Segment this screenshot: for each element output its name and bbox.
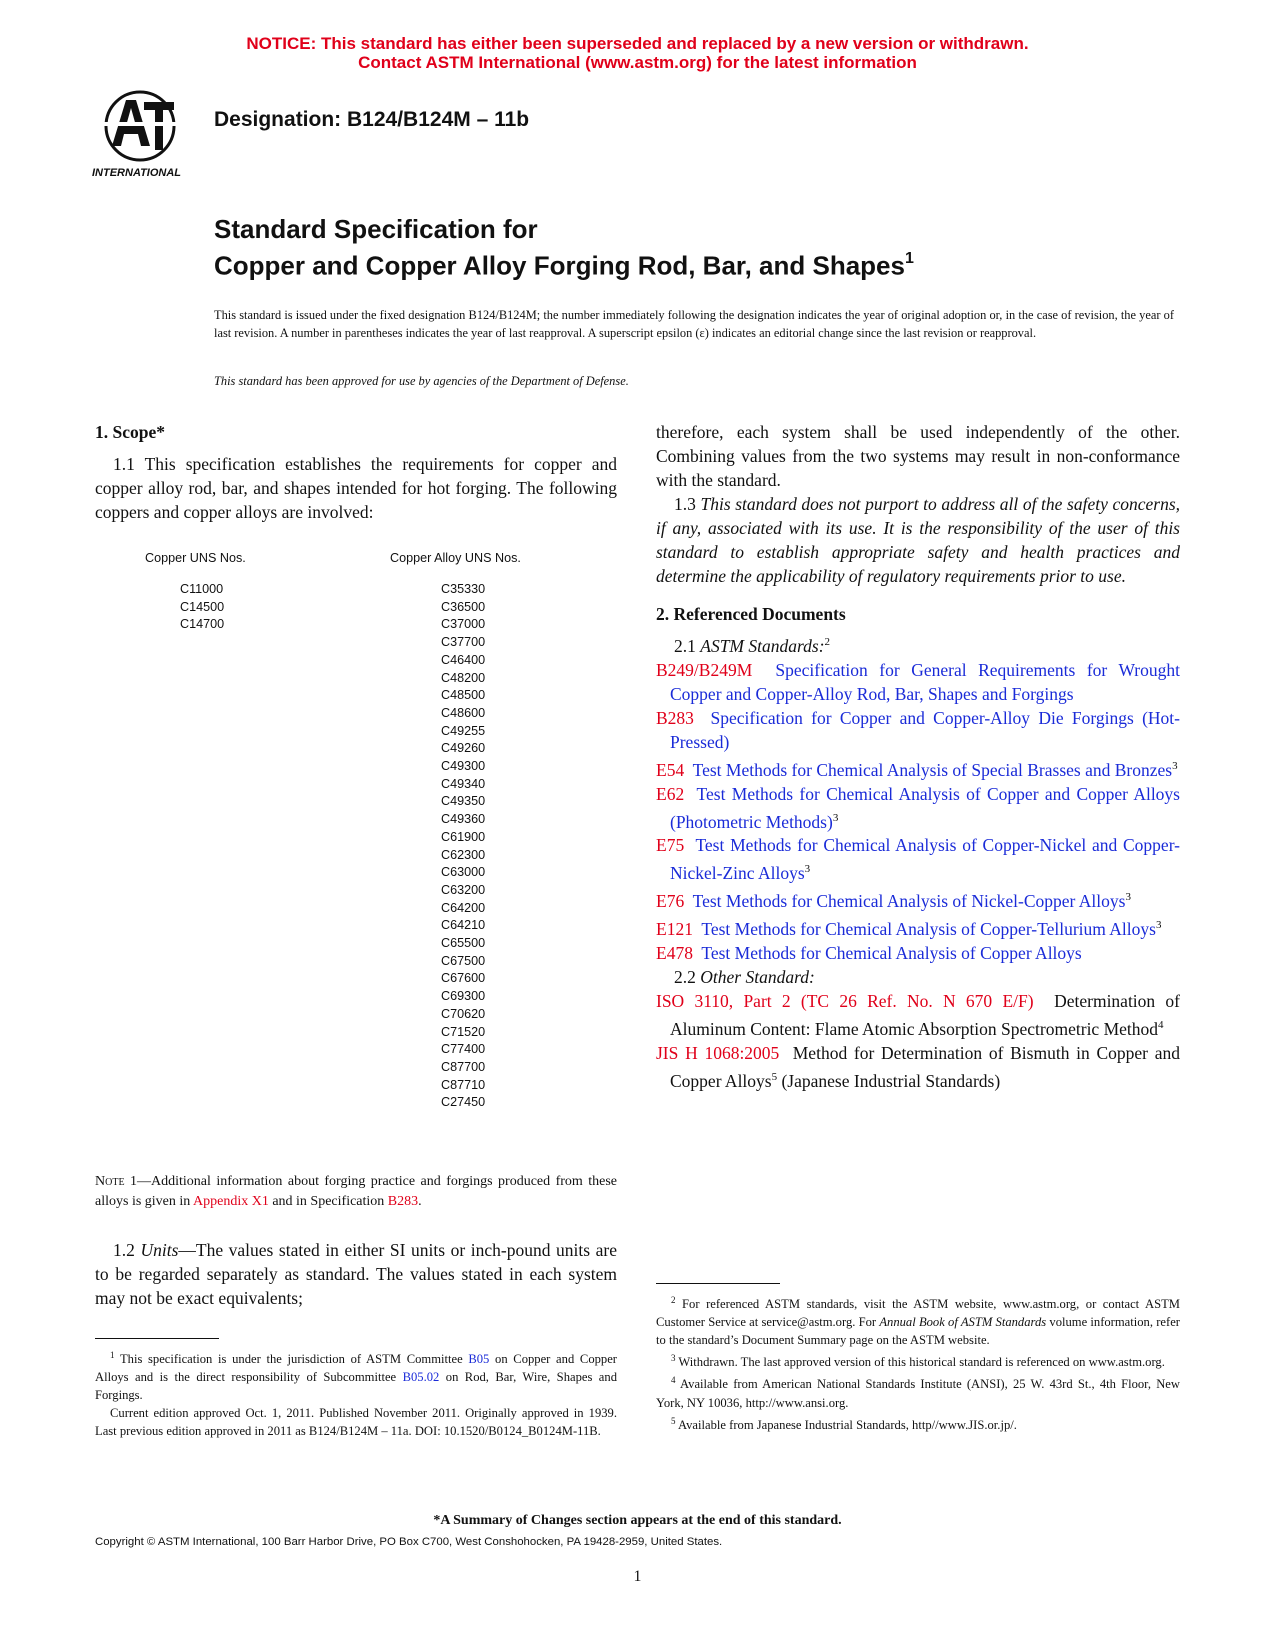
copper-uns-item: C14700 xyxy=(180,617,225,632)
reference-code-link[interactable]: E76 xyxy=(656,891,685,912)
note-text: and in Specification xyxy=(268,1194,388,1209)
footnote-1-text: on Rod, Bar, Wire, Shapes and Forgings. xyxy=(95,1370,617,1403)
b05-link[interactable]: B05 xyxy=(468,1352,490,1367)
alloy-uns-item: C61900 xyxy=(441,829,486,844)
notice-banner xyxy=(0,34,1275,72)
reference-item xyxy=(656,941,1180,965)
reference-code-link[interactable]: B249/B249M xyxy=(656,659,753,680)
alloy-uns-item: C49260 xyxy=(441,741,486,756)
reference-title[interactable]: Specification for Copper and Copper-Alloy Die Forgings (Hot-Pressed) xyxy=(670,707,1180,752)
alloy-uns-item: C64210 xyxy=(441,918,486,933)
page-number: 1 xyxy=(633,1568,642,1585)
fn-mark: 3 xyxy=(804,863,811,876)
b283-link[interactable]: B283 xyxy=(387,1194,419,1209)
alloy-uns-item: C36500 xyxy=(441,599,486,614)
reference-code-link[interactable]: E121 xyxy=(656,918,693,939)
refdocs-heading: 2. Referenced Documents xyxy=(656,604,846,624)
fn-mark: 4 xyxy=(1158,1018,1164,1031)
footnote-2-italic: Annual Book of ASTM Standards xyxy=(879,1315,1047,1330)
reference-title[interactable]: Test Methods for Chemical Analysis of Copper-Tellurium Alloys xyxy=(701,918,1156,939)
reference-title[interactable]: Test Methods for Chemical Analysis of Copper and Copper Alloys (Photometric Methods) xyxy=(670,783,1180,832)
uns-table xyxy=(95,551,617,1121)
para-num: 1.2 xyxy=(113,1240,141,1260)
notice-line-1: NOTICE: This standard has either been superseded and replaced by a new version or withdrawn. xyxy=(246,34,1029,53)
fn-mark: 5 xyxy=(771,1070,778,1083)
alloy-uns-list xyxy=(441,581,485,1112)
title-line-2 xyxy=(214,245,914,282)
reference-code-link[interactable]: B283 xyxy=(656,707,694,728)
footnote-1-text: on Copper and Copper Alloys and is the direct responsibility of Subcommittee xyxy=(95,1352,617,1385)
footnote-5-text: Available from Japanese Industrial Standards, http//www.JIS.or.jp/. xyxy=(677,1417,1017,1432)
alloy-uns-item: C63200 xyxy=(441,882,486,897)
alloy-uns-header: Copper Alloy UNS Nos. xyxy=(390,551,521,565)
fn-mark: 2 xyxy=(824,636,831,648)
reference-item xyxy=(656,913,1180,941)
alloy-uns-item: C49255 xyxy=(441,723,486,738)
fn-mark: 3 xyxy=(1155,919,1162,932)
footnote-4-text: Available from American National Standards Institute (ANSI), 25 W. 43rd St., 4th Floor, New York, NY 10036, http://www.ansi.org. xyxy=(656,1377,1180,1410)
other-standard-label: Other Standard: xyxy=(700,966,815,987)
left-column xyxy=(95,420,617,524)
reference-title[interactable]: Test Methods for Chemical Analysis of Nickel-Copper Alloys xyxy=(692,891,1126,912)
b05-02-link[interactable]: B05.02 xyxy=(402,1370,440,1385)
units-text: —The values stated in either SI units or inch-pound units are to be regarded separately as standard. The values stated in each system may not be exact equivalents; xyxy=(95,1240,618,1308)
alloy-uns-item: C37000 xyxy=(441,617,486,632)
alloy-uns-item: C69300 xyxy=(441,989,486,1004)
scope-paragraph-1-2 xyxy=(95,1238,617,1310)
reference-title[interactable]: Test Methods for Chemical Analysis of Copper Alloys xyxy=(701,942,1082,963)
reference-item xyxy=(656,833,1180,885)
title-line-1: Standard Specification for xyxy=(214,214,538,244)
note-label: Note 1 xyxy=(95,1174,137,1189)
units-continuation: therefore, each system shall be used independently of the other. Combining values from the two systems may result in non-conformance with the standard. xyxy=(656,422,1180,490)
astm-standards-label: ASTM Standards: xyxy=(700,635,825,656)
units-label: Units xyxy=(140,1240,179,1260)
copyright: Copyright © ASTM International, 100 Barr Harbor Drive, PO Box C700, West Conshohocken, PA 19428-2959, United States. xyxy=(95,1536,723,1548)
alloy-uns-item: C64200 xyxy=(441,900,486,915)
footnote-rule-left xyxy=(95,1338,219,1339)
reference-code-link[interactable]: ISO 3110, Part 2 (TC 26 Ref. No. N 670 E/F) xyxy=(656,990,1034,1011)
copper-uns-item: C11000 xyxy=(180,582,224,596)
alloy-uns-item: C67500 xyxy=(441,953,486,968)
note-text: —Additional information about forging practice and forgings produced from these alloys is given in xyxy=(95,1174,617,1209)
alloy-uns-item: C71520 xyxy=(441,1024,486,1039)
para-num: 2.1 xyxy=(674,635,701,656)
alloy-uns-item: C27450 xyxy=(441,1095,486,1110)
alloy-uns-item: C37700 xyxy=(441,635,486,650)
astm-logo-graphic xyxy=(92,88,196,180)
appendix-link[interactable]: Appendix X1 xyxy=(193,1194,269,1209)
other-reference-list xyxy=(656,989,1180,1093)
alloy-uns-item: C46400 xyxy=(441,652,486,667)
copper-uns-list xyxy=(180,581,224,634)
footnote-3-text: Withdrawn. The last approved version of this historical standard is referenced on www.astm.org. xyxy=(678,1355,1165,1370)
reference-item xyxy=(656,989,1180,1041)
footnote-2-text: For referenced ASTM standards, visit the ASTM website, www.astm.org, or contact ASTM Customer Service at service@astm.org. For xyxy=(656,1297,1180,1330)
title-footnote-mark: 1 xyxy=(904,250,914,267)
designation: Designation: B124/B124M – 11b xyxy=(214,108,530,131)
reference-code-link[interactable]: JIS H 1068:2005 xyxy=(656,1042,780,1063)
notice-line-2: Contact ASTM International (www.astm.org) for the latest information xyxy=(358,53,917,72)
alloy-uns-item: C65500 xyxy=(441,936,486,951)
alloy-uns-item: C35330 xyxy=(441,582,486,596)
reference-title[interactable]: Test Methods for Chemical Analysis of Special Brasses and Bronzes xyxy=(692,759,1173,780)
para-num: 2.2 xyxy=(674,966,701,987)
dod-approval: This standard has been approved for use by agencies of the Department of Defense. xyxy=(214,374,629,388)
alloy-uns-item: C62300 xyxy=(441,847,486,862)
alloy-uns-item: C63000 xyxy=(441,865,486,880)
reference-code-link[interactable]: E62 xyxy=(656,783,685,804)
logo-text: INTERNATIONAL xyxy=(92,167,182,179)
fn-mark: 1 xyxy=(110,1350,115,1360)
reference-item xyxy=(656,706,1180,754)
reference-item xyxy=(656,885,1180,913)
astm-reference-list xyxy=(656,658,1180,965)
issuance-statement: This standard is issued under the fixed designation B124/B124M; the number immediately following the designation indicates the year of original adoption or, in the case of revision, the year of last revision. A number in parentheses indicates the year of last reapproval. A superscript epsilon (ε) indicates an editorial change since the last revision or reapproval. xyxy=(214,308,1174,340)
reference-title: Determination of Aluminum Content: Flame Atomic Absorption Spectrometric Method xyxy=(670,990,1181,1039)
scope-paragraph-1-1: 1.1 This specification establishes the requirements for copper and copper alloy rod, bar, and shapes intended for hot forging. The following coppers and copper alloys are involved: xyxy=(95,454,617,522)
fn-mark: 3 xyxy=(1172,759,1178,772)
reference-item xyxy=(656,658,1180,706)
footnote-rule-right xyxy=(656,1283,780,1284)
alloy-uns-item: C70620 xyxy=(441,1006,486,1021)
fn-mark: 3 xyxy=(1125,891,1131,904)
alloy-uns-item: C87710 xyxy=(441,1077,486,1092)
alloy-uns-item: C77400 xyxy=(441,1042,486,1057)
note-1 xyxy=(95,1172,617,1212)
right-column xyxy=(656,420,1180,1093)
reference-title[interactable]: Test Methods for Chemical Analysis of Copper-Nickel and Copper-Nickel-Zinc Alloys xyxy=(670,835,1181,884)
reference-suffix: (Japanese Industrial Standards) xyxy=(777,1070,1001,1091)
footnote-2-text: volume information, refer to the standard’s Document Summary page on the ASTM website. xyxy=(656,1315,1180,1348)
copper-uns-item: C14500 xyxy=(180,599,225,614)
alloy-uns-item: C49340 xyxy=(441,776,486,791)
alloy-uns-item: C87700 xyxy=(441,1059,486,1074)
alloy-uns-item: C48600 xyxy=(441,705,486,720)
footnotes-right: $^2$ For referenced ASTM standards, visit the ASTM website, www.astm.org, or contact ASTM Customer Service at service@astm.org. For Annual Book of ASTM Standards volume information, refer to the standard’s Document Summary page on the ASTM website. $^3$ Withdrawn. The last approved version of this historical standard is referenced on www.astm.org. $^4$ Available from American National Standards Institute (ANSI), 25 W. 43rd St., 4th Floor, New York, NY 10036, http://www.ansi.org. $^5$ Available from Japanese Industrial Standards, http//www.JIS.or.jp/. xyxy=(656,1295,1180,1432)
safety-text: This standard does not purport to address all of the safety concerns, if any, associated with its use. It is the responsibility of the user of this standard to establish appropriate safety and health practices and determine the applicability of regulatory requirements prior to use. xyxy=(656,494,1181,586)
alloy-uns-item: C49360 xyxy=(441,812,486,827)
reference-item xyxy=(656,782,1180,834)
summary-note: *A Summary of Changes section appears at the end of this standard. xyxy=(433,1513,842,1528)
alloy-uns-item: C49300 xyxy=(441,759,486,774)
alloy-uns-item: C48200 xyxy=(441,670,486,685)
scope-heading: 1. Scope* xyxy=(95,422,165,442)
alloy-uns-item: C67600 xyxy=(441,971,486,986)
title-line-2-text: Copper and Copper Alloy Forging Rod, Bar, and Shapes xyxy=(214,250,905,281)
reference-code-link[interactable]: E54 xyxy=(656,759,685,780)
footnote-1-text: This specification is under the jurisdiction of ASTM Committee xyxy=(119,1352,469,1367)
reference-item xyxy=(656,1041,1180,1093)
alloy-uns-item: C48500 xyxy=(441,688,486,703)
reference-code-link[interactable]: E75 xyxy=(656,835,685,856)
reference-item xyxy=(656,754,1180,782)
footnote-1-edition: Current edition approved Oct. 1, 2011. Published November 2011. Originally approved in 1939. Last previous edition approved in 2011 as B124/B124M – 11a. DOI: 10.1520/B0124_B0124M-11B. xyxy=(95,1406,617,1439)
reference-title: Method for Determination of Bismuth in Copper and Copper Alloys xyxy=(670,1042,1180,1091)
reference-title[interactable]: Specification for General Requirements for Wrought Copper and Copper-Alloy Rod, Bar, Shapes and Forgings xyxy=(670,659,1180,704)
document-title xyxy=(214,214,914,282)
note-text: . xyxy=(418,1194,422,1209)
astm-logo-icon xyxy=(92,88,196,180)
reference-code-link[interactable]: E478 xyxy=(656,942,693,963)
para-num: 1.3 xyxy=(674,494,701,514)
copper-uns-header: Copper UNS Nos. xyxy=(145,551,246,565)
fn-mark: 3 xyxy=(832,811,839,824)
alloy-uns-item: C49350 xyxy=(441,794,486,809)
footnotes-left xyxy=(95,1346,617,1440)
